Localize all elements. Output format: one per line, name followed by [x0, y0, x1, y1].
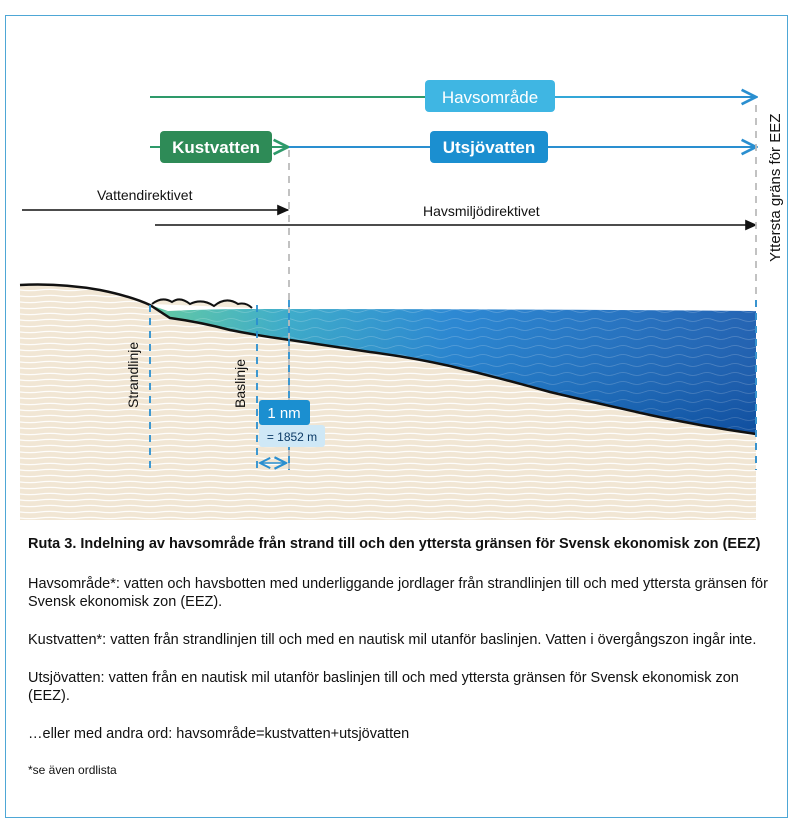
vattendirektivet-range — [22, 187, 288, 210]
nm-meters-label: = 1852 m — [266, 430, 318, 444]
havsomrade-label: Havsområde — [441, 88, 539, 107]
havsmiljodirektivet-label: Havsmiljödirektivet — [423, 203, 540, 219]
caption-footnote: *se även ordlista — [28, 763, 117, 777]
baslinje-label: Baslinje — [232, 358, 248, 408]
havsomrade-range — [150, 80, 756, 112]
kustvatten-label: Kustvatten — [172, 138, 260, 157]
caption-kustvatten: Kustvatten*: vatten från strandlinjen till och med en nautisk mil utanför baslinjen. Vatten i övergångszon ingår inte. — [28, 632, 757, 648]
kustvatten-range — [150, 131, 288, 163]
strandlinje-label: Strandlinje — [125, 341, 141, 408]
caption-summary: …eller med andra ord: havsområde=kustvatten+utsjövatten — [28, 726, 410, 742]
nm-label: 1 nm — [267, 405, 301, 422]
caption-utsjovatten: Utsjövatten: vatten från en nautisk mil utanför baslinjen till och med yttersta gränsen för Svensk ekonomisk zon (EEZ). — [28, 670, 739, 704]
figure-caption — [28, 535, 768, 799]
utsjovatten-range — [289, 131, 756, 163]
vattendirektivet-label: Vattendirektivet — [97, 187, 193, 203]
caption-havsomrade: Havsområde*: vatten och havsbotten med underliggande jordlager från strandlinjen till och med yttersta gränsen för Svensk ekonomisk zon (EEZ). — [28, 576, 768, 610]
caption-title: Ruta 3. Indelning av havsområde från strand till och den yttersta gränsen för Svensk ekonomisk zon (EEZ) — [28, 536, 761, 552]
havsmiljodirektivet-range — [155, 203, 756, 225]
eez-border-label: Yttersta gräns för EEZ — [767, 113, 784, 262]
skerries — [152, 299, 252, 308]
utsjovatten-label: Utsjövatten — [442, 138, 536, 157]
